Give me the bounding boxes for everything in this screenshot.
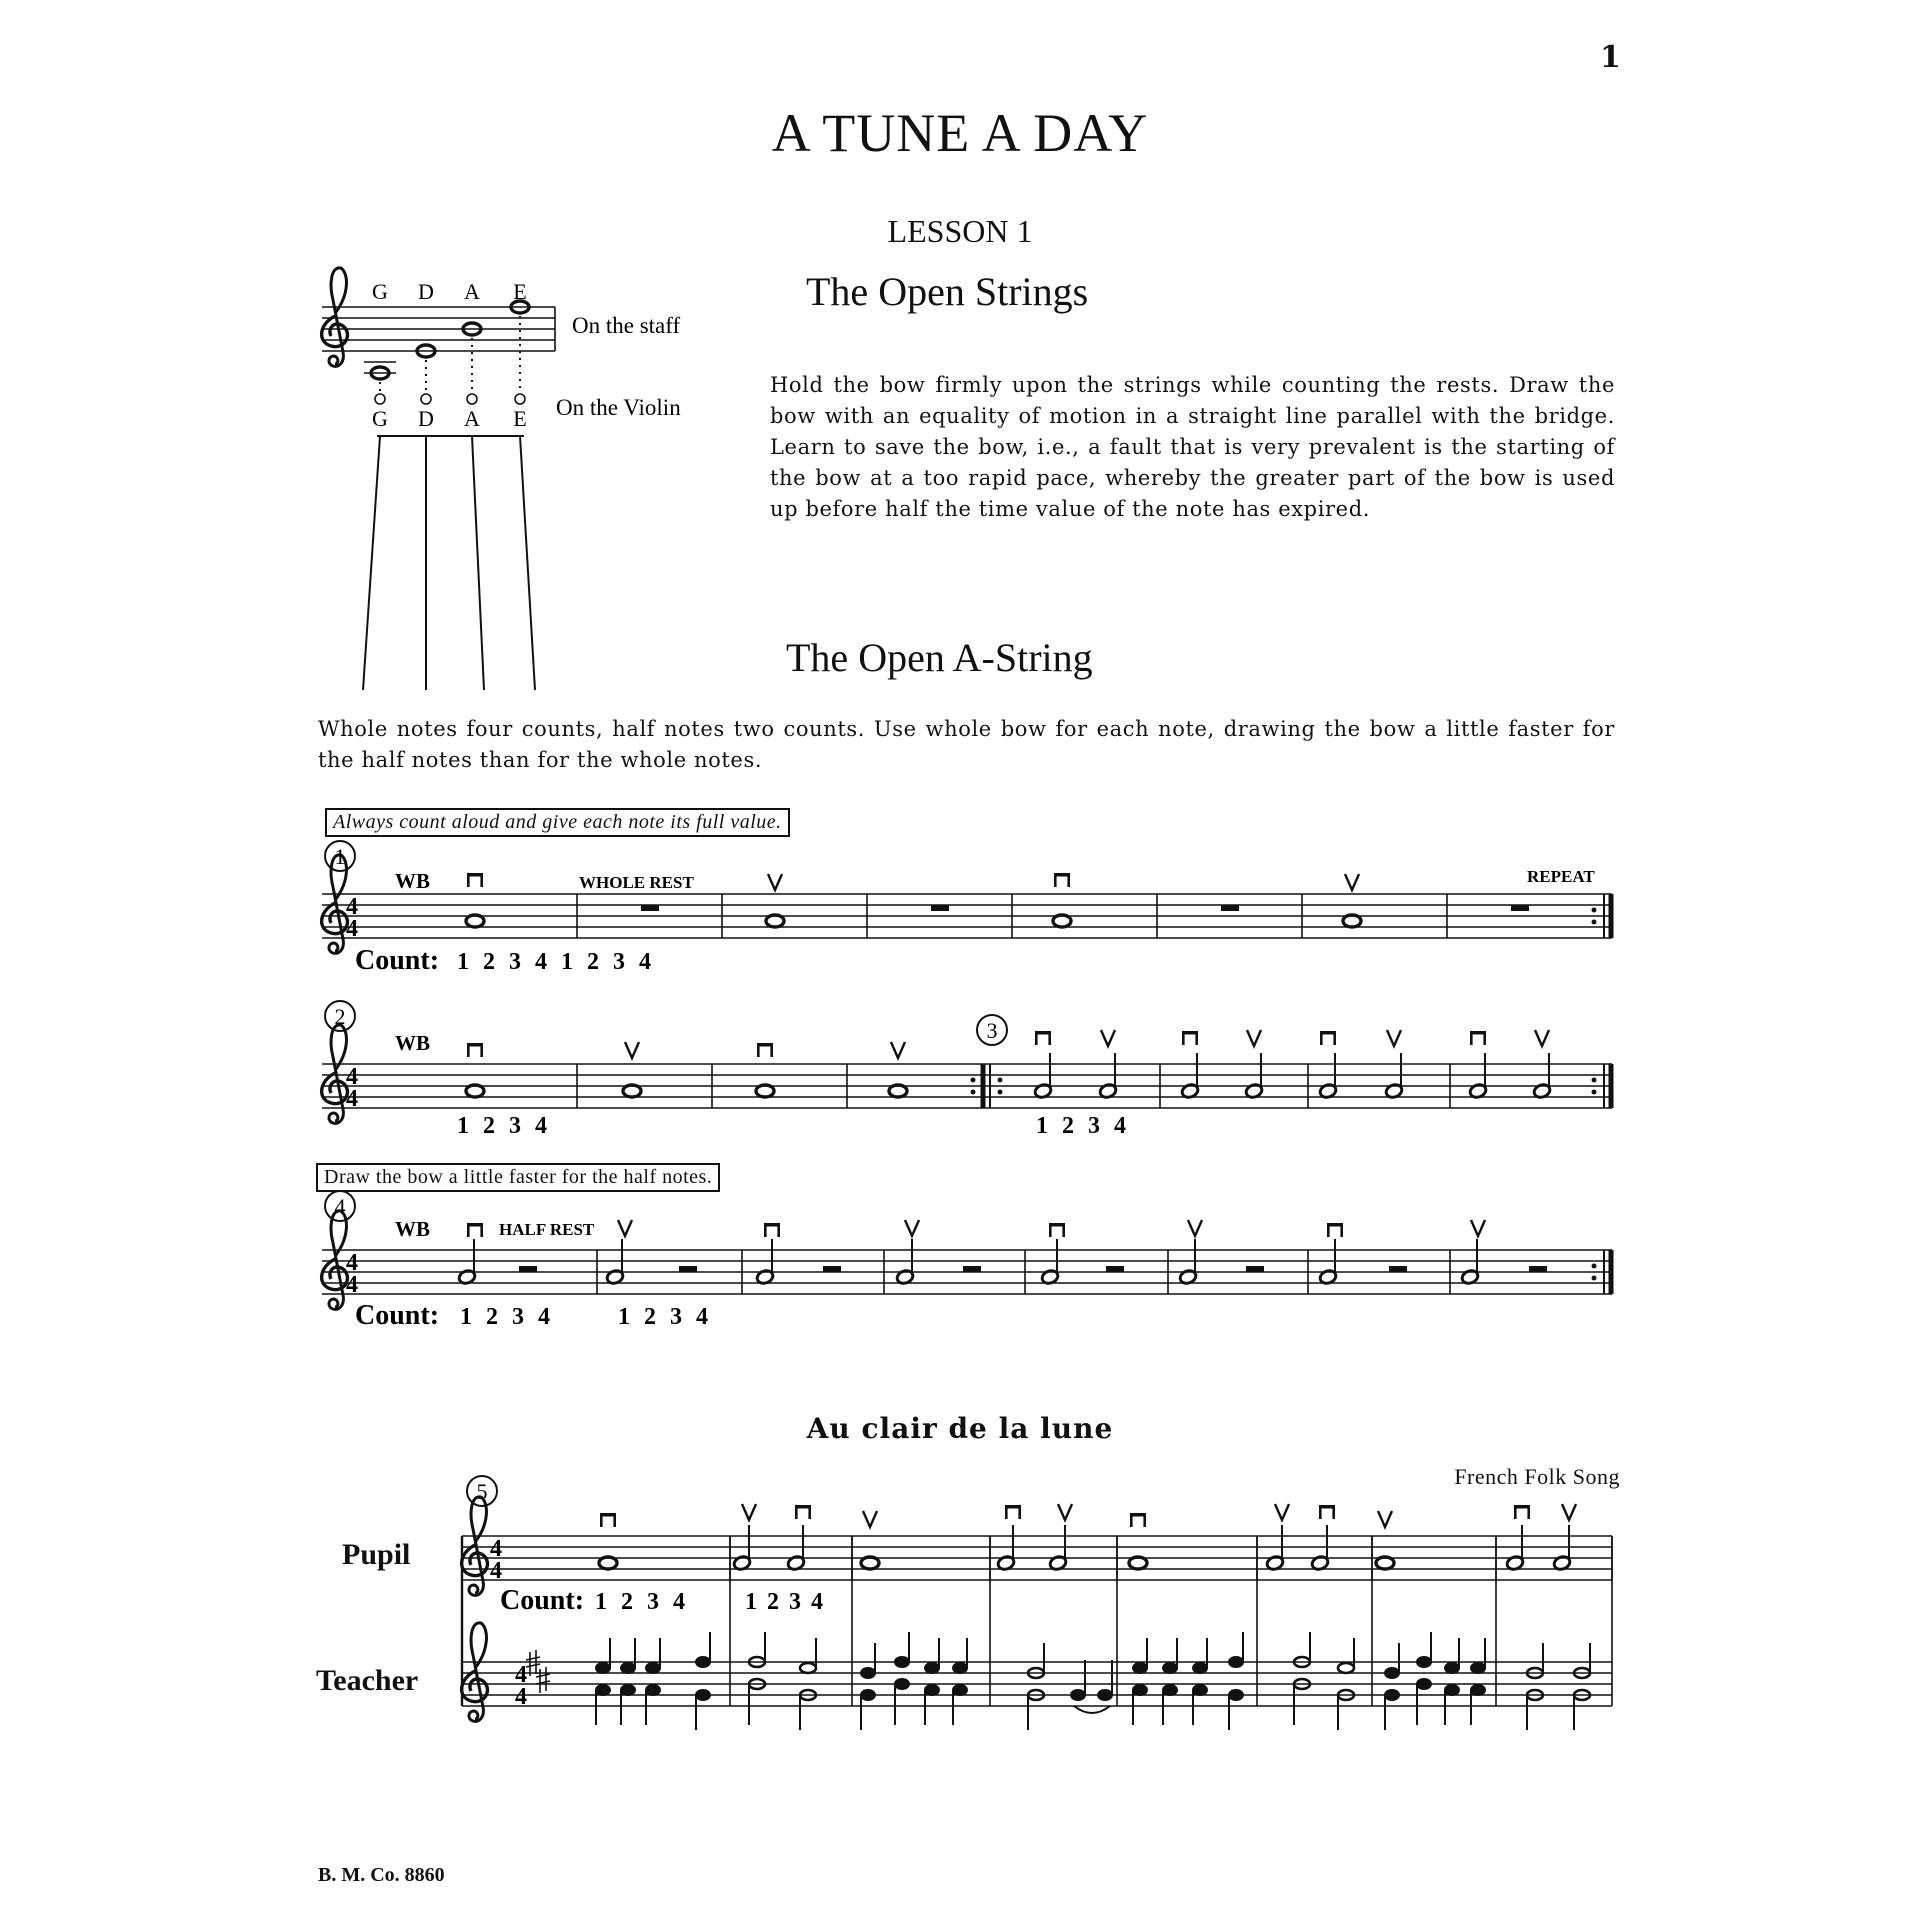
staff-string-g: G [372,279,388,304]
open-a-string-heading: The Open A-String [786,635,1093,680]
exercise-2-number: 2 [334,1004,346,1029]
staff-string-e: E [513,279,527,304]
whole-rest-label: WHOLE REST [579,873,694,892]
exercise-1-staff [322,841,1612,953]
exercise-4-staff [322,1191,1612,1309]
exercise-2-wb: WB [395,1031,431,1055]
exercise-3-number: 3 [986,1018,998,1043]
exercise-1-time-bottom: 4 [346,916,358,942]
exercise-5-counts-a: 1 2 3 4 [595,1589,685,1615]
count-aloud-instruction: Always count aloud and give each note its full value. [325,808,790,837]
open-strings-paragraph: Hold the bow firmly upon the strings while counting the rests. Draw the bow with an equality of motion in a straight line parallel with the bridge. Learn to save the bow, i.e., a fault that is very prevalent is the starting of the bow at a too rapid pace, whereby the greater part of the bow is used up before half the time value of the note has expired. [770,373,1615,521]
half-notes-instruction: Draw the bow a little faster for the half notes. [316,1163,720,1192]
exercise-4-counts-a: 1 2 3 4 [460,1304,550,1330]
teacher-label: Teacher [316,1664,419,1697]
exercise-1-time-top: 4 [346,894,358,920]
exercise-2-3-staff [322,1001,1612,1123]
song-title: Au clair de la lune [806,1412,1114,1445]
exercise-1-wb: WB [395,869,431,893]
exercise-4-counts-b: 1 2 3 4 [618,1304,708,1330]
violin-string-d: D [418,406,434,431]
exercise-4-count-label: Count: [355,1300,440,1331]
exercise-4-time-top: 4 [346,1250,358,1276]
exercise-2-time-bottom: 4 [346,1086,358,1112]
half-rest-label: HALF REST [499,1220,595,1239]
exercise-4-wb: WB [395,1217,431,1241]
page-number: 1 [1600,40,1621,75]
staff-string-d: D [418,279,434,304]
exercise-5-counts-b: 1 2 3 4 [745,1589,823,1615]
pupil-time-bottom: 4 [490,1558,502,1584]
open-strings-heading: The Open Strings [806,269,1089,314]
violin-string-a: A [464,406,480,431]
violin-string-e: E [513,406,527,431]
exercise-1-count-label: Count: [355,945,440,976]
lesson-heading: LESSON 1 [887,213,1033,249]
open-a-string-paragraph: Whole notes four counts, half notes two counts. Use whole bow for each note, drawing the bow a little faster for the half notes than for the whole notes. [318,717,1615,772]
exercise-2-time-top: 4 [346,1064,358,1090]
exercise-5-number: 5 [476,1479,488,1504]
exercise-4-number: 4 [334,1194,346,1219]
on-the-violin-label: On the Violin [556,395,681,420]
teacher-time-bottom: 4 [515,1684,527,1710]
exercise-1-counts: 1 2 3 4 1 2 3 4 [457,949,651,975]
page-title: A TUNE A DAY [771,103,1149,163]
exercise-5-count-label: Count: [500,1585,585,1616]
exercise-3-counts: 1 2 3 4 [1036,1113,1126,1139]
staff-string-a: A [464,279,480,304]
teacher-staff [462,1536,1612,1730]
open-strings-diagram [322,268,555,690]
teacher-time-top: 4 [515,1662,527,1688]
exercise-2-counts: 1 2 3 4 [457,1113,547,1139]
song-credit: French Folk Song [1454,1464,1620,1489]
catalog-number: B. M. Co. 8860 [318,1864,445,1886]
exercise-1-number: 1 [334,844,346,869]
pupil-label: Pupil [342,1538,411,1571]
on-the-staff-label: On the staff [572,313,681,338]
pupil-time-top: 4 [490,1536,502,1562]
violin-string-g: G [372,406,388,431]
exercise-4-time-bottom: 4 [346,1272,358,1298]
repeat-label: REPEAT [1527,867,1595,886]
